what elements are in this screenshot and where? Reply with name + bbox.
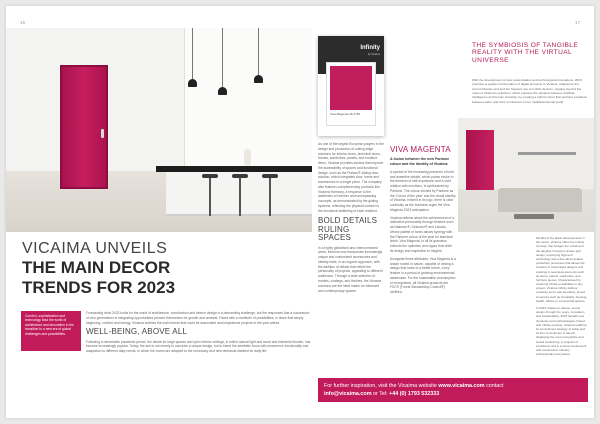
footer-line-2: [324, 390, 582, 398]
bar-stool: [232, 174, 248, 216]
page-number-left: 16: [20, 20, 26, 25]
vase: [244, 149, 251, 166]
website-link[interactable]: www.vicaima.com: [438, 383, 485, 389]
contact-footer: [318, 378, 588, 402]
swatch-label: Viva Magenta 18-1750: [330, 112, 361, 116]
column-5: [536, 236, 588, 359]
bar-stool: [202, 174, 218, 216]
col3-subheading: A fusion between the new Pantone colour and the identity of Vicaima: [390, 157, 450, 167]
col1-heading: WELL-BEING, ABOVE ALL: [86, 327, 188, 337]
wall-shelf: [518, 152, 576, 155]
col1-paragraph: Forecasting what 2023 holds for the world of architecture, construction and interior design is a demanding challenge, but the responses that a succession of new generations is integrating opportunities present themselves for growth and renewal. Faced with a multitude of possibilities, in times that simply beginning, comfort and energy, Vicaima outlines the main trends that could be associated and inspirations projects in the year ahead.: [86, 311, 310, 325]
magazine-spread: [6, 6, 594, 418]
col3-paragraph-2: Vicaima reflects about the achievement of a distinctive personality through finishes such as Naturdor®, Dekordor® and Lacado, whose palette of tones allows synergy with the Pantone colour of the year for standard finish. Viva Magenta, in all its grandeur, extends the optimism and vigour that drive its design and inspiration to heights.: [390, 215, 454, 253]
symbiosis-heading: THE SYMBIOSIS OF TANGIBLE REALITY WITH THE VIRTUAL UNIVERSE: [472, 42, 579, 64]
col4-paragraph: With the development of new customisation and technological innovations, 2023 promises a greater incorporation of digital elements in Vicaima, adapted to the current lifestyle and and the frequent use of mobile devices, ranging beyond the mass of Vicaima's collection, which explores the dynamic between Artificial Intelligence and human creativity, by creating a hybrid colour that portrays a balance between warm and cold, reminiscent of our multidimensional world.: [472, 78, 588, 104]
col2-paragraph: As one of the largest European players in the design and production of cutting-edge solutions for interior doors, technical doors, frames, wardrobes, panels, and furniture items, Vicaima provides studios that improve the accessibility of spaces and functional design, such as the Portaro® sliding door solution, which integrates door, frame and accessories in a single piece. The company also features complementary products like Vicaima Harmony, a response to the aesthetics of interiors and unsurpassing concepts, as demonstrated by the gliding systems, reflecting the physical comfort to the emotional wellbeing of each resident.: [318, 142, 384, 213]
living-room-photo: [458, 118, 594, 232]
sofa: [498, 188, 582, 212]
column-4: [472, 78, 588, 107]
infinity-logo-sub: by Vicaima: [367, 53, 380, 56]
pendant-lamp: [258, 28, 259, 76]
col1-paragraph-2: Following a remarkable pandemic period, the desire for large spaces and open interior settings, in which natural light and wood and elements flourish, has become increasingly popular. Today, the aim is not merely to conceive a unique design, but to blend the aesthetic focus with movement, functionality and adaptation to different daily needs, in which the rooms are adapted to the necessary and new demands dictated for daily life.: [86, 339, 311, 354]
phone-number[interactable]: +44 (0) 1793 532333: [389, 391, 440, 397]
footer-line-1: [324, 382, 582, 390]
col5-paragraph-2: In 2023, based on silence, sound design through the years, innovation and sustainability, 2023 heralds new dynamics and methodologies. Faced with infinite pursuits, Vicaima reaffirms its commitment strategy of today and its firm commitment to launch, displaying the most competitive and tested positioning, in projects of excellence and in a close involvement with construction industry professionals everywhere.: [536, 306, 587, 357]
article-title: [22, 240, 312, 298]
page-number-right: 17: [574, 20, 580, 25]
infinity-ad-image: [318, 36, 384, 136]
column-1: [86, 311, 312, 357]
swatch-color: [330, 66, 372, 110]
footer-text-contact: contact: [486, 383, 504, 389]
living-magenta-door: [466, 130, 494, 190]
pantone-swatch: [326, 62, 376, 126]
footer-text-tel: or Tel:: [373, 391, 388, 397]
title-line-1: VICAIMA UNVEILS: [22, 240, 168, 257]
col3-paragraph: A symbol of the increasing presence of bold and assertive details, which points evoke to the freedom of self-expression and a vivid relation with emotions, is synthesized by Pantone. The colour elected by Pantone as the 'Colour of the year' and the visual identity of Vicaima, evident in its logo, there is clear continuity as the business urges the Viva Magenta 2023 anticipation.: [390, 169, 456, 212]
col2-paragraph-2: In a highly globalised and interconnected world, interiors now incorporate increasingly unique and customised accessories and identity traits, in an organic approach, with the addition of details that reflect the personality of projects, appealing to different audiences. Through a wide selection of models, coatings, and finishes, the Vicaima solutions are the ideal match for balanced and contemporary spaces.: [318, 245, 383, 293]
footer-text: For further inspiration, visit the Vicaima website: [324, 383, 437, 389]
intro-text: Comfort, sophistication and technology lead the world of architecture and decoration in the transition to a new era of global challenges and possibilities.: [25, 314, 74, 336]
column-3: [390, 146, 456, 298]
coffee-table: [514, 214, 554, 219]
email-link[interactable]: info@vicaima.com: [324, 391, 372, 397]
door-handle: [101, 129, 104, 138]
col3-heading: VIVA MAGENTA: [390, 145, 451, 154]
intro-box: [21, 311, 81, 351]
pendant-lamp: [222, 28, 223, 88]
col5-paragraph: Mindful of the latest developments in the sector, Vicaima offers the Infinity concept, that bridges the virtual and the tangible through a unique grid design, employing high-end technology and a free all-innovative production processes that allows the creation of customised designs and coatings in seamless elements such as doors, panels, wardrobes, and furniture pieces. Characterised by exploring infinite possibilities in any project, Vicaima Infinity defines creativity as its sole boundary, aimed at sectors such as hospitality, housing, health, offices or commercial spaces.: [536, 236, 588, 303]
magenta-door: [60, 65, 108, 189]
col3-paragraph-3: Alongside these attributes, Viva Magenta is a shade rooted in nature, capable of driving a design that looks to a better future, a key feature in a period of growing environmental awareness. For the sustainable consumption of ecosystems, all Vicaima products are FSC® (Forest Stewardship Council®) certified.: [390, 256, 456, 295]
pendant-lamp: [192, 28, 193, 80]
title-line-2: THE MAIN DECOR: [22, 258, 171, 277]
title-line-3: TRENDS FOR 2023: [22, 278, 176, 297]
kitchen-photo: [6, 28, 312, 232]
infinity-logo: Infinity: [360, 45, 380, 51]
column-2: [318, 142, 384, 296]
col2-heading: BOLD DETAILS RULING SPACES: [318, 216, 378, 243]
bar-stool: [262, 174, 278, 216]
